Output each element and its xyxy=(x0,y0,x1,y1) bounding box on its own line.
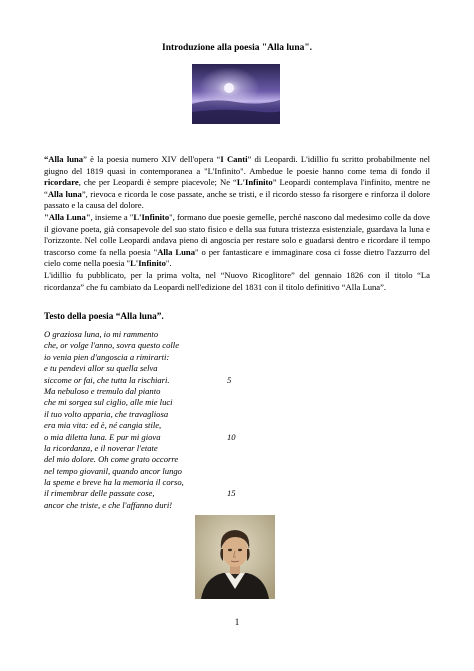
text-run: ". xyxy=(165,258,172,269)
poem-line-text: ancor che triste, e che l'affanno duri! xyxy=(44,499,173,510)
poem-line-text: Ma nebuloso e tremulo dal pianto xyxy=(44,385,161,396)
text-run: ” è la poesia numero XIV dell'opera “ xyxy=(83,154,221,164)
poem-text xyxy=(44,329,304,511)
bold-text-run: L'Infinito xyxy=(236,177,273,188)
poem-line xyxy=(44,397,304,408)
intro-paragraph xyxy=(44,270,430,293)
poem-line-text: la speme e breve ha la memoria il corso, xyxy=(44,477,184,488)
intro-paragraph xyxy=(44,212,430,270)
poem-line xyxy=(44,466,304,477)
poem-line-text: che mi sorgea sul ciglio, alle mie luci xyxy=(44,397,173,408)
poem-line-text: era mia vita: ed è, né cangia stile, xyxy=(44,420,162,431)
intro-paragraph xyxy=(44,154,430,212)
text-run: ” Leopardi contemplava l'infinito, mentre ne “ xyxy=(44,177,431,199)
verse-number: 5 xyxy=(227,374,232,385)
page-number: 1 xyxy=(234,617,240,627)
poem-line-text: e tu pendevi allor su quella selva xyxy=(44,363,158,374)
poem-line-text: O graziosa luna, io mi rammento xyxy=(44,329,159,339)
poem-section-title: Testo della poesia “Alla luna”. xyxy=(44,312,164,322)
poem-line xyxy=(44,454,304,465)
poem-line-text: il rimembrar delle passate cose, xyxy=(44,488,155,499)
text-run: ”, rievoca e ricorda le cose passate, anche se tristi, e il ricordo stesso fa risorgere e rinforza il dolore passato e la causa del dolore. xyxy=(44,188,431,211)
leopardi-portrait xyxy=(195,515,275,599)
poem-line xyxy=(44,352,304,363)
poem-line xyxy=(44,488,304,499)
bold-text-run: Alla Luna xyxy=(157,246,196,257)
poem-line xyxy=(44,477,304,488)
verse-number: 10 xyxy=(227,431,236,442)
poem-line xyxy=(44,443,304,454)
poem-line xyxy=(44,363,304,374)
text-run: , che per Leopardi è sempre piacevole; Ne “ xyxy=(78,177,237,188)
poem-line xyxy=(44,340,304,351)
poem-line-text: nel tempo giovanil, quando ancor lungo xyxy=(44,465,182,476)
poem-line-text: siccome or fai, che tutta la rischiari. xyxy=(44,374,170,385)
text-run: ” di Leopardi. L'idillio fu scritto probabilmente nel giugno del 1819 quasi in contemporanea a "L'Infinito". Ambedue le poesie hanno come tema di fondo il xyxy=(44,154,431,176)
poem-line-text: o mia diletta luna. E pur mi giova xyxy=(44,431,161,442)
page-title: Introduzione alla poesia "Alla luna". xyxy=(162,43,312,53)
poem-line xyxy=(44,420,304,431)
text-run: " o per fantasticare e immaginare cosa ci fosse dietro l'azzurro del cielo come nella poesia " xyxy=(44,246,431,269)
poem-line-text: io venia pien d'angoscia a rimirarti: xyxy=(44,351,170,362)
introduction-text xyxy=(44,154,430,293)
bold-text-run: L'Infinito xyxy=(130,258,166,269)
poem-line-text: del mio dolore. Oh come grato occorre xyxy=(44,454,179,465)
poem-line-text: che, or volge l'anno, sovra questo colle xyxy=(44,340,180,351)
bold-text-run: L'Infinito xyxy=(133,211,170,222)
bold-text-run: Alla luna xyxy=(47,188,82,199)
bold-text-run: "Alla Luna" xyxy=(44,211,91,222)
poem-line-text: la ricordanza, e il noverar l'etate xyxy=(44,442,158,453)
verse-number: 15 xyxy=(227,488,236,499)
text-run: ", formano due poesie gemelle, perché nascono dal medesimo colle da dove il giovane poeta, già consapevole del suo stato fisico e della sua futura tristezza esistenziale, guardava la luna e l'orizzonte. Nel colle Leopardi andava pieno di angoscia per restare solo e guadarsi dentro e ricordare il tempo trascorso come fa nella poesia " xyxy=(44,211,430,257)
poem-line xyxy=(44,386,304,397)
bold-text-run: “Alla luna xyxy=(44,154,84,164)
poem-line-text: il tuo volto apparia, che travagliosa xyxy=(44,408,169,419)
poem-line xyxy=(44,409,304,420)
poem-line xyxy=(44,500,304,511)
text-run: L'idillio fu pubblicato, per la prima volta, nel “Nuovo Ricoglitore” del gennaio 1826 con il titolo “La ricordanza” che fu cambiato da Leopardi nell'edizione del 1831 con il titolo definitivo “Alla Luna”. xyxy=(44,269,430,292)
poem-line xyxy=(44,375,304,386)
bold-text-run: ricordare xyxy=(44,177,79,188)
poem-line xyxy=(44,329,304,340)
poem-line xyxy=(44,432,304,443)
moon-image xyxy=(192,64,280,124)
text-run: , insieme a " xyxy=(90,211,134,222)
bold-text-run: I Canti xyxy=(220,154,248,164)
